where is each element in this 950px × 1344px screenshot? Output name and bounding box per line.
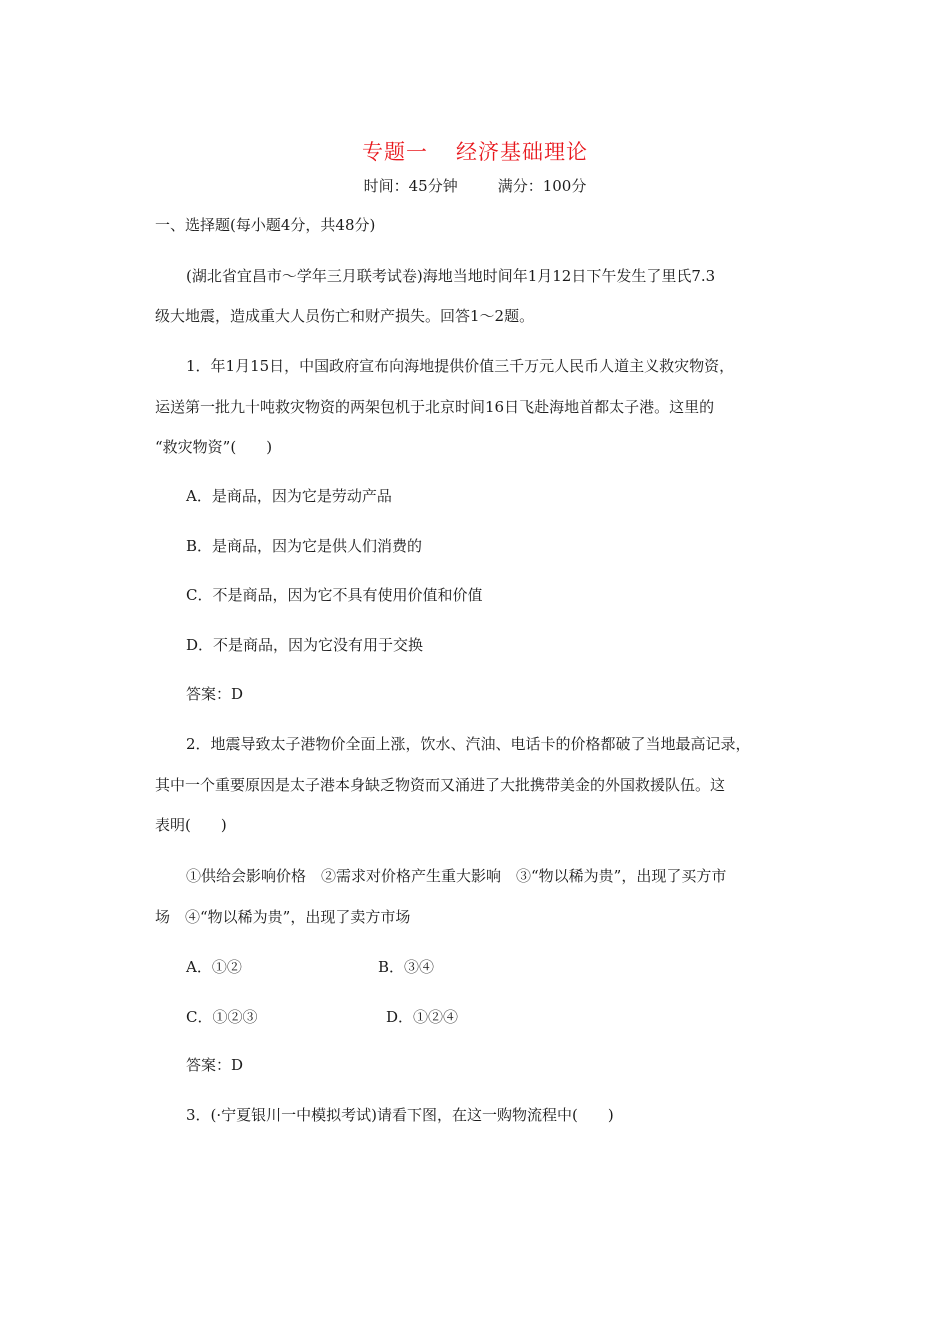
passage-line-2: 级大地震，造成重大人员伤亡和财产损失。回答1～2题。 [155, 307, 535, 325]
q2-option-c: C．①②③ [186, 1008, 258, 1026]
q2-answer: 答案：D [186, 1056, 244, 1074]
q2-option-b: B．③④ [378, 958, 435, 976]
title-part-1: 专题一 [362, 140, 428, 164]
q1-option-c: C．不是商品，因为它不具有使用价值和价值 [186, 586, 483, 604]
page-title [0, 136, 950, 166]
q2-statements-line-2: 场 ④“物以稀为贵”，出现了卖方市场 [155, 908, 411, 926]
section-heading: 一、选择题(每小题4分，共48分) [155, 216, 376, 234]
q2-stem-line-2: 其中一个重要原因是太子港本身缺乏物资而又涌进了大批携带美金的外国救援队伍。这 [155, 776, 726, 794]
q2-option-a: A．①② [186, 958, 242, 976]
q2-stem-line-1: 2．地震导致太子港物价全面上涨，饮水、汽油、电话卡的价格都破了当地最高记录， [186, 735, 751, 753]
q1-answer: 答案：D [186, 685, 244, 703]
exam-score: 满分：100分 [497, 177, 587, 195]
q2-option-d: D．①②④ [386, 1008, 459, 1026]
q1-option-a: A．是商品，因为它是劳动产品 [186, 487, 392, 505]
q1-option-b: B．是商品，因为它是供人们消费的 [186, 537, 423, 555]
passage-line-1: (湖北省宜昌市～学年三月联考试卷)海地当地时间年1月12日下午发生了里氏7.3 [186, 267, 716, 285]
exam-meta [0, 175, 950, 196]
q3-stem-line-1: 3．(·宁夏银川一中模拟考试)请看下图，在这一购物流程中( ) [186, 1106, 614, 1124]
q1-stem-line-3: “救灾物资”( ) [155, 438, 273, 456]
title-part-2: 经济基础理论 [456, 140, 588, 164]
q2-statements-line-1: ①供给会影响价格 ②需求对价格产生重大影响 ③“物以稀为贵”，出现了买方市 [186, 867, 727, 885]
q2-stem-line-3: 表明( ) [155, 816, 227, 834]
q1-stem-line-2: 运送第一批九十吨救灾物资的两架包机于北京时间16日飞赴海地首都太子港。这里的 [155, 398, 715, 416]
q1-stem-line-1: 1．年1月15日，中国政府宣布向海地提供价值三千万元人民币人道主义救灾物资， [186, 357, 735, 375]
q1-option-d: D．不是商品，因为它没有用于交换 [186, 636, 424, 654]
exam-time: 时间：45分钟 [363, 177, 458, 195]
